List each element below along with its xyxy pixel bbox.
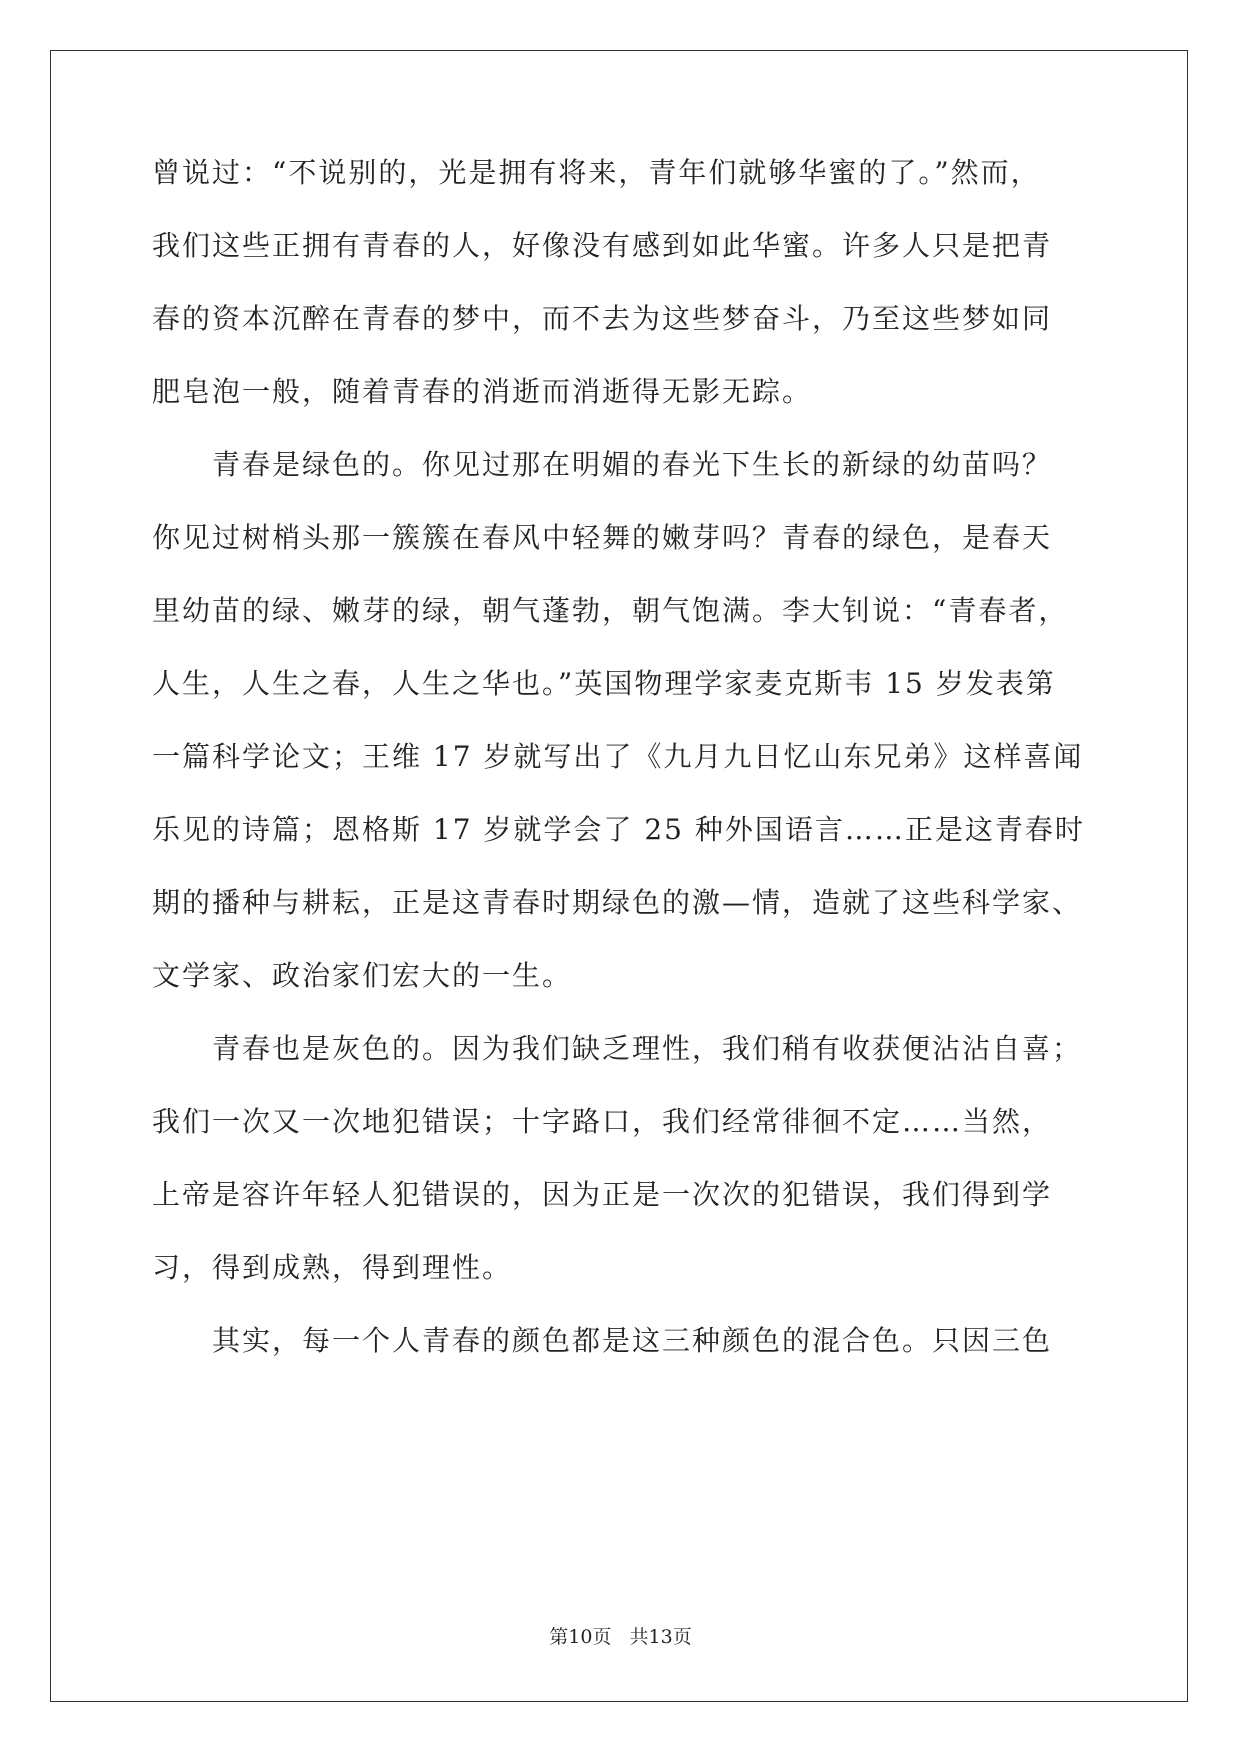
text-line: 我们这些正拥有青春的人，好像没有感到如此华蜜。许多人只是把青 [152,229,1053,262]
text-line: 肥皂泡一般，随着青春的消逝而消逝得无影无踪。 [152,375,813,408]
text-line: 曾说过：“不说别的，光是拥有将来，青年们就够华蜜的了。”然而， [152,156,1041,189]
page-number-current: 第10页 [549,1626,612,1648]
text-line: 文学家、政治家们宏大的一生。 [152,959,573,992]
text-line: 习，得到成熟，得到理性。 [152,1251,513,1284]
page-footer [0,1625,1241,1649]
text-line: 乐见的诗篇；恩格斯 17 岁就学会了 25 种外国语言……正是这青春时 [152,813,1085,846]
text-line: 青春是绿色的。你见过那在明媚的春光下生长的新绿的幼苗吗？ [152,448,1053,481]
text-line: 你见过树梢头那一簇簇在春风中轻舞的嫩芽吗？青春的绿色，是春天 [152,521,1053,554]
text-line: 上帝是容许年轻人犯错误的，因为正是一次次的犯错误，我们得到学 [152,1178,1053,1211]
text-line: 里幼苗的绿、嫩芽的绿，朝气蓬勃，朝气饱满。李大钊说：“青春者， [152,594,1069,627]
text-line: 青春也是灰色的。因为我们缺乏理性，我们稍有收获便沾沾自喜； [152,1032,1083,1065]
text-line: 其实，每一个人青春的颜色都是这三种颜色的混合色。只因三色 [152,1324,1053,1357]
text-line: 我们一次又一次地犯错误；十字路口，我们经常徘徊不定……当然， [152,1105,1053,1138]
page-border [50,50,1188,1702]
text-line: 期的播种与耕耘，正是这青春时期绿色的激—情，造就了这些科学家、 [152,886,1083,919]
page-number-total: 共13页 [629,1626,692,1648]
text-line: 人生，人生之春，人生之华也。”英国物理学家麦克斯韦 15 岁发表第 [152,667,1056,700]
text-line: 一篇科学论文；王维 17 岁就写出了《九月九日忆山东兄弟》这样喜闻 [152,740,1084,773]
text-line: 春的资本沉醉在青春的梦中，而不去为这些梦奋斗，乃至这些梦如同 [152,302,1053,335]
